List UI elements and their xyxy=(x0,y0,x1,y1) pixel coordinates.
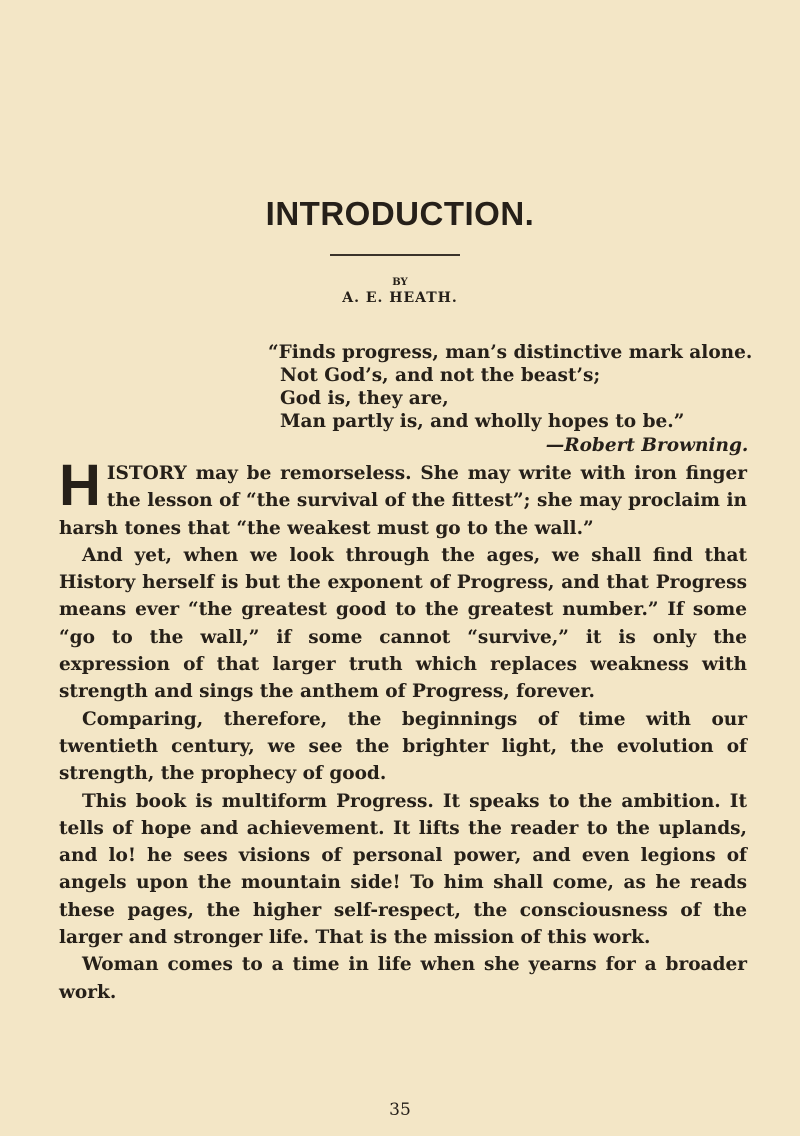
drop-cap: H xyxy=(59,453,101,518)
epigraph-line: God is, they are, xyxy=(280,388,449,409)
paragraph: And yet, when we look through the ages, we shall find that History herself is but the exponent of Progress, and that Progress means ever “the greatest good to the greatest number.” If some “go to the wall,” if some cannot “survive,” it is only the expression of that larger truth which replaces weakness with strength and sings the anthem of Progress, forever. xyxy=(59,544,747,703)
paragraph: Woman comes to a time in life when she yearns for a broader work. xyxy=(59,954,747,1003)
title-rule xyxy=(330,254,460,256)
epigraph-line: Not God’s, and not the beast’s; xyxy=(280,365,601,386)
page-number: 35 xyxy=(389,1100,411,1120)
byline-label: BY xyxy=(392,277,408,288)
epigraph-line: “Finds progress, man’s distinctive mark alone. xyxy=(268,342,753,363)
author-name: A. E. HEATH. xyxy=(342,290,458,306)
epigraph-line: Man partly is, and wholly hopes to be.” xyxy=(280,411,685,432)
paragraph-text: ISTORY may be remorseless. She may write with iron finger the lesson of “the survival of the fittest”; she may proclaim in harsh tones that “the weakest must go to the wall.” xyxy=(59,463,747,539)
page-title: INTRODUCTION. xyxy=(265,195,535,232)
epigraph xyxy=(268,341,752,457)
paragraph: This book is multiform Progress. It speaks to the ambition. It tells of hope and achievement. It lifts the reader to the uplands, and lo! he sees visions of personal power, and even legions of angels upon the mountain side! To him shall come, as he reads these pages, the higher self-respect, the consciousness of the larger and stronger life. That is the mission of this work. xyxy=(59,790,747,949)
paragraph xyxy=(59,453,747,542)
body-text xyxy=(59,453,747,1006)
epigraph-attribution: —Robert Browning. xyxy=(545,435,749,456)
paragraph: Comparing, therefore, the beginnings of time with our twentieth century, we see the brighter light, the evolution of strength, the prophecy of good. xyxy=(59,708,747,785)
